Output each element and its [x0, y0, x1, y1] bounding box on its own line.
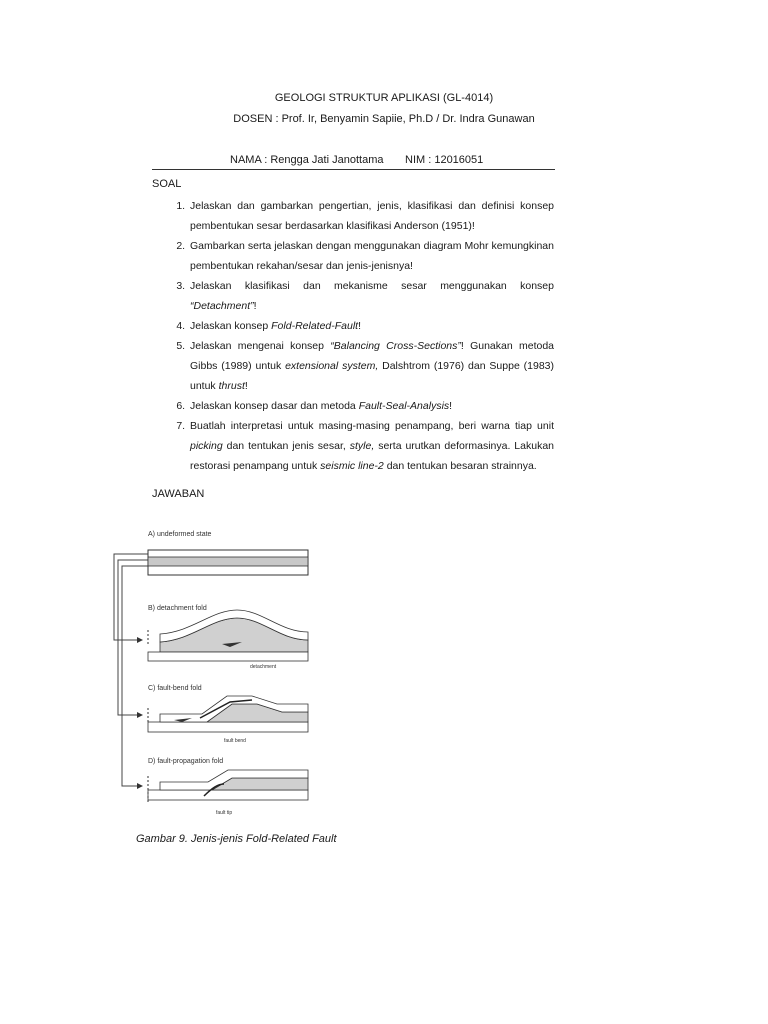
question-text: Jelaskan klasifikasi dan mekanisme sesar menggunakan konsep	[190, 280, 554, 292]
panel-d-label: D) fault-propagation fold	[148, 758, 224, 765]
panel-c-layers	[148, 696, 308, 744]
question-text: !	[449, 400, 453, 412]
panel-a-label: A) undeformed state	[148, 531, 212, 538]
question-text: dan tentukan jenis sesar,	[222, 440, 350, 452]
question-emphasis: style,	[349, 440, 375, 452]
question-item	[188, 416, 554, 476]
question-emphasis: Fold-Related-Fault	[271, 320, 359, 332]
fault-bend-label: fault bend	[224, 738, 246, 744]
soal-heading: SOAL	[152, 178, 182, 190]
panel-b-label: B) detachment fold	[148, 605, 207, 612]
question-item	[188, 276, 554, 316]
lecturer-line: DOSEN : Prof. Ir, Benyamin Sapiie, Ph.D / Dr. Indra Gunawan	[233, 113, 535, 125]
question-text: serta urutkan deformasinya. Lakukan restorasi penampang untuk	[190, 440, 554, 472]
student-name: NAMA : Rengga Jati Janottama	[230, 154, 384, 166]
panel-a-layers	[148, 550, 308, 575]
question-emphasis: thrust	[218, 380, 245, 392]
question-text: ! Gunakan metoda Gibbs (1989) untuk	[190, 340, 555, 372]
question-item	[188, 196, 554, 236]
panel-b-layers	[148, 610, 308, 670]
question-item	[188, 336, 554, 396]
question-text: Jelaskan konsep	[190, 320, 272, 332]
question-emphasis: picking	[190, 440, 223, 452]
question-item	[188, 236, 554, 276]
question-list	[152, 196, 554, 476]
question-item	[188, 396, 554, 416]
student-info-row	[152, 154, 555, 170]
question-text: dan tentukan besaran strainnya.	[383, 460, 537, 472]
fault-tip-label: fault tip	[216, 810, 233, 816]
question-text: Dalshtrom (1976) dan Suppe (1983) untuk	[190, 360, 555, 392]
fold-related-fault-figure	[112, 522, 317, 822]
question-text: Jelaskan konsep dasar dan metoda	[190, 400, 359, 412]
question-text: Jelaskan mengenai konsep	[190, 340, 331, 352]
question-text: !	[244, 380, 248, 392]
question-emphasis: “Detachment”	[190, 300, 254, 312]
document-title: GEOLOGI STRUKTUR APLIKASI (GL-4014)	[274, 92, 494, 104]
student-id: NIM : 12016051	[405, 154, 484, 166]
jawaban-heading: JAWABAN	[152, 488, 205, 500]
question-emphasis: seismic line-2	[320, 460, 384, 472]
question-text: Buatlah interpretasi untuk masing-masing penampang, beri warna tiap unit	[190, 420, 554, 432]
panel-c-label: C) fault-bend fold	[148, 685, 202, 692]
question-item	[188, 316, 554, 336]
figure-caption: Gambar 9. Jenis-jenis Fold-Related Fault	[136, 833, 337, 845]
question-text: !	[358, 320, 362, 332]
panel-d-layers	[148, 770, 308, 816]
question-text: !	[253, 300, 257, 312]
question-emphasis: “Balancing Cross-Sections”	[330, 340, 461, 352]
question-emphasis: Fault-Seal-Analysis	[358, 400, 450, 412]
question-text: Jelaskan dan gambarkan pengertian, jenis, klasifikasi dan definisi konsep pembentukan sesar berdasarkan klasifikasi Anderson (1951)!	[190, 200, 554, 232]
detachment-label: detachment	[250, 664, 277, 670]
connector-lines	[114, 554, 148, 786]
question-emphasis: extensional system,	[285, 360, 379, 372]
question-text: Gambarkan serta jelaskan dengan menggunakan diagram Mohr kemungkinan pembentukan rekahan/sesar dan jenis-jenisnya!	[190, 240, 554, 272]
